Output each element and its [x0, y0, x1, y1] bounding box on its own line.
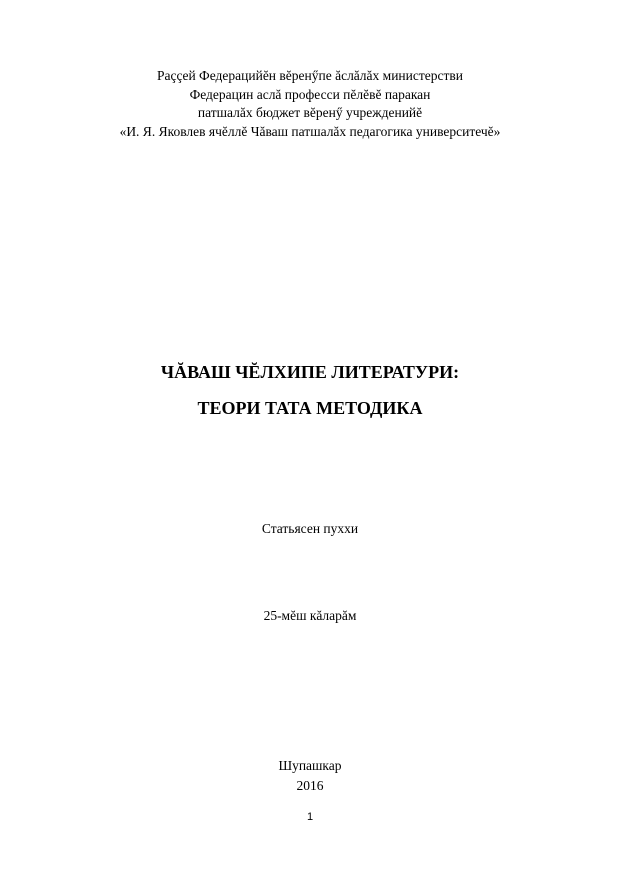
header-line-university: «И. Я. Яковлев ячĕллĕ Чăваш патшалăх педагогика университечĕ»: [119, 123, 501, 139]
header-line-ministry: Раççей Федерацийĕн вĕренӳпе ăслăлăх министерстви: [156, 68, 463, 83]
institution-header: [0, 67, 620, 141]
publication-city: Шупашкар: [278, 758, 342, 773]
header-line-institution-type: патшалăх бюджет вĕренӳ учрежденийĕ: [197, 105, 423, 120]
issue-number: 25-мĕш кăларăм: [263, 608, 357, 623]
page-number: 1: [306, 811, 314, 823]
document-title: [0, 354, 620, 426]
publication-year: 2016: [296, 778, 324, 793]
header-line-federal: Федерацин аслă професси пĕлĕвĕ паракан: [189, 86, 431, 102]
publication-footer: [0, 756, 620, 796]
title-line-1: ЧĂВАШ ЧĔЛХИПЕ ЛИТЕРАТУРИ:: [160, 362, 460, 382]
title-line-2: ТЕОРИ ТАТА МЕТОДИКА: [197, 398, 423, 418]
document-subtitle: Статьясен пуххи: [261, 521, 359, 536]
